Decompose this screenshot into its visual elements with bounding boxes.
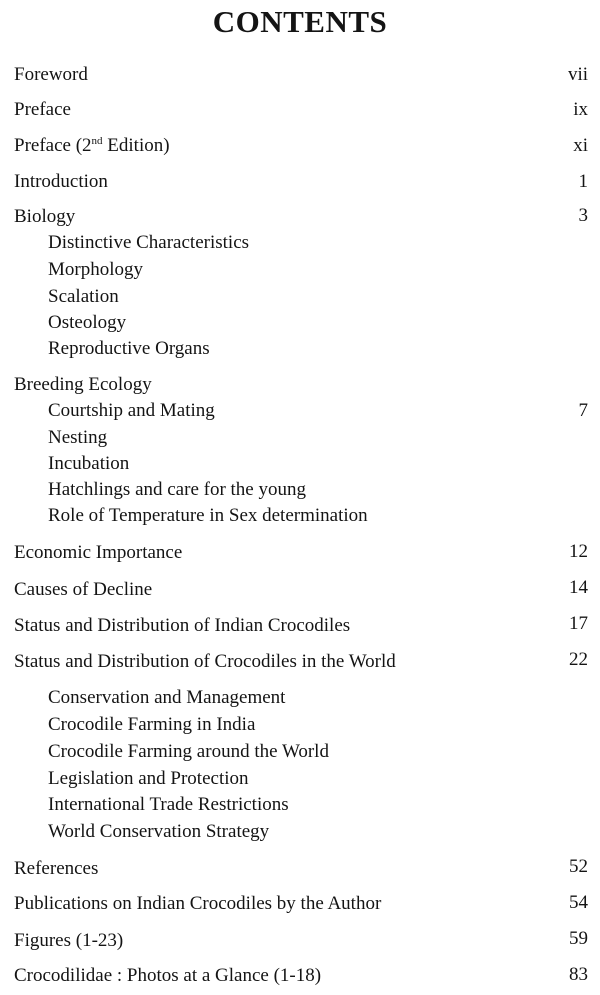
toc-entry-publications: Publications on Indian Crocodiles by the Author <box>14 893 382 914</box>
toc-entry-references: References <box>14 858 99 879</box>
toc-entry-text: Preface (2 <box>14 135 92 156</box>
toc-subentry: Distinctive Characteristics <box>48 232 250 253</box>
toc-entry-status-indian-crocodiles: Status and Distribution of Indian Crocodiles <box>14 615 351 636</box>
toc-subentry: Legislation and Protection <box>48 768 249 789</box>
toc-entry-figures: Figures (1-23) <box>14 930 124 951</box>
toc-page-preface-2nd-edition: xi <box>573 135 588 156</box>
toc-entry-preface: Preface <box>14 99 71 120</box>
toc-page-foreword: vii <box>567 64 588 85</box>
toc-subentry: Role of Temperature in Sex determination <box>48 505 368 526</box>
toc-subentry: Conservation and Management <box>48 687 286 708</box>
toc-subentry: International Trade Restrictions <box>48 794 289 815</box>
toc-entry-crocodilidae-photos: Crocodilidae : Photos at a Glance (1-18) <box>14 965 322 986</box>
toc-page-introduction: 1 <box>578 171 588 192</box>
toc-page-status-indian-crocodiles: 17 <box>569 613 588 634</box>
toc-page-status-world-crocodiles: 22 <box>569 649 588 670</box>
toc-entry-text: Edition) <box>102 135 170 156</box>
toc-subentry: Hatchlings and care for the young <box>48 479 306 500</box>
toc-subentry: Courtship and Mating <box>48 400 215 421</box>
toc-page-publications: 54 <box>569 892 588 913</box>
toc-subentry: Incubation <box>48 453 130 474</box>
toc-entry-preface-2nd-edition <box>14 134 170 158</box>
toc-entry-introduction: Introduction <box>14 171 108 192</box>
toc-subentry: Scalation <box>48 286 119 307</box>
toc-entry-causes-of-decline: Causes of Decline <box>14 579 153 600</box>
toc-page-breeding-ecology: 7 <box>578 400 588 421</box>
toc-entry-biology: Biology <box>14 206 76 227</box>
page-title: CONTENTS <box>212 4 388 39</box>
toc-subentry: World Conservation Strategy <box>48 821 270 842</box>
toc-subentry: Crocodile Farming around the World <box>48 741 329 762</box>
toc-entry-economic-importance: Economic Importance <box>14 542 183 563</box>
toc-page-causes-of-decline: 14 <box>569 577 588 598</box>
toc-entry-breeding-ecology: Breeding Ecology <box>14 374 152 395</box>
toc-page-figures: 59 <box>569 928 588 949</box>
toc-page-crocodilidae-photos: 83 <box>569 964 588 985</box>
toc-page-references: 52 <box>569 856 588 877</box>
toc-entry-foreword: Foreword <box>14 64 88 85</box>
toc-page-biology: 3 <box>578 205 588 226</box>
toc-entry-status-world-crocodiles: Status and Distribution of Crocodiles in the World <box>14 651 396 672</box>
toc-page-economic-importance: 12 <box>569 541 588 562</box>
toc-subentry: Reproductive Organs <box>48 338 210 359</box>
toc-subentry: Nesting <box>48 427 108 448</box>
toc-page-preface: ix <box>573 99 588 120</box>
ordinal-superscript: nd <box>91 135 103 147</box>
toc-subentry: Morphology <box>48 259 143 280</box>
toc-subentry: Osteology <box>48 312 127 333</box>
toc-subentry: Crocodile Farming in India <box>48 714 256 735</box>
